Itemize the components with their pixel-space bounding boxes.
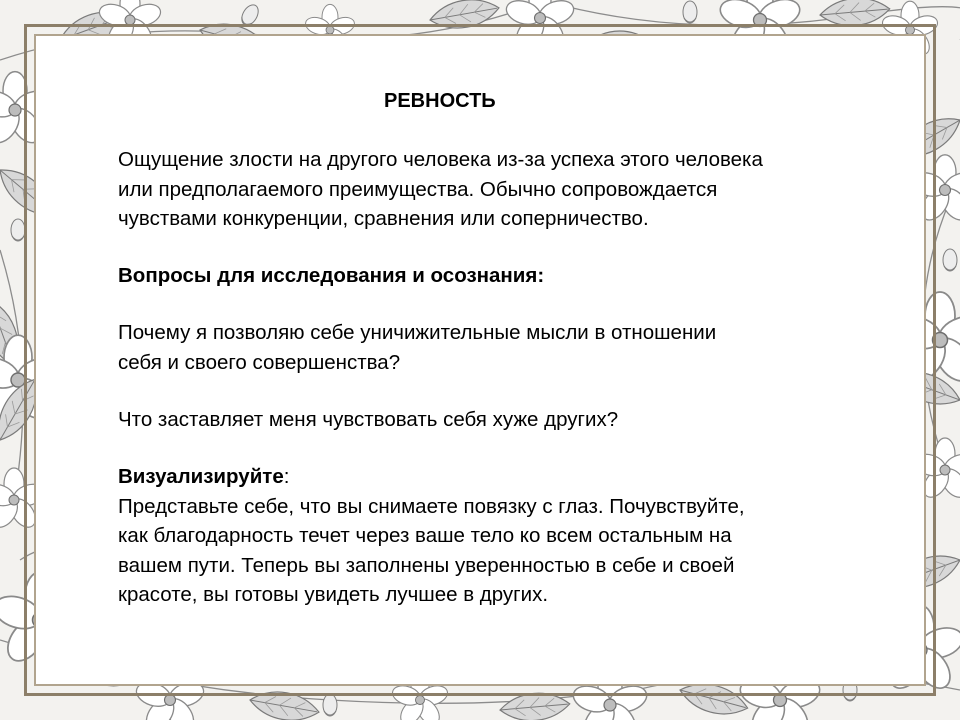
page-title: РЕВНОСТЬ [384, 90, 496, 112]
questions-heading: Вопросы для исследования и осознания: [118, 264, 545, 287]
definition-paragraph [118, 145, 763, 234]
visualize-line: красоте, вы готовы увидеть лучшее в других. [118, 583, 549, 606]
visualize-section [118, 462, 745, 610]
visualize-colon: : [283, 465, 290, 488]
question-1 [118, 318, 716, 377]
visualize-heading: Визуализируйте [118, 465, 284, 488]
visualize-line: Представьте себе, что вы снимаете повязку с глаз. Почувствуйте, [118, 494, 745, 518]
definition-line: Ощущение злости на другого человека из-за успеха этого человека [118, 148, 763, 171]
visualize-line: как благодарность течет через ваше тело ко всем остальным на [118, 524, 732, 547]
visualize-heading-line [118, 462, 745, 492]
definition-line: чувствами конкуренции, сравнения или соперничество. [118, 207, 649, 230]
question-line: Почему я позволяю себе уничижительные мысли в отношении [118, 321, 717, 344]
question-line: себя и своего совершенства? [118, 350, 401, 374]
question-2: Что заставляет меня чувствовать себя хуже других? [118, 408, 619, 431]
definition-line: или предполагаемого преимущества. Обычно сопровождается [118, 177, 718, 201]
visualize-line: вашем пути. Теперь вы заполнены уверенностью в себе и своей [118, 553, 735, 577]
